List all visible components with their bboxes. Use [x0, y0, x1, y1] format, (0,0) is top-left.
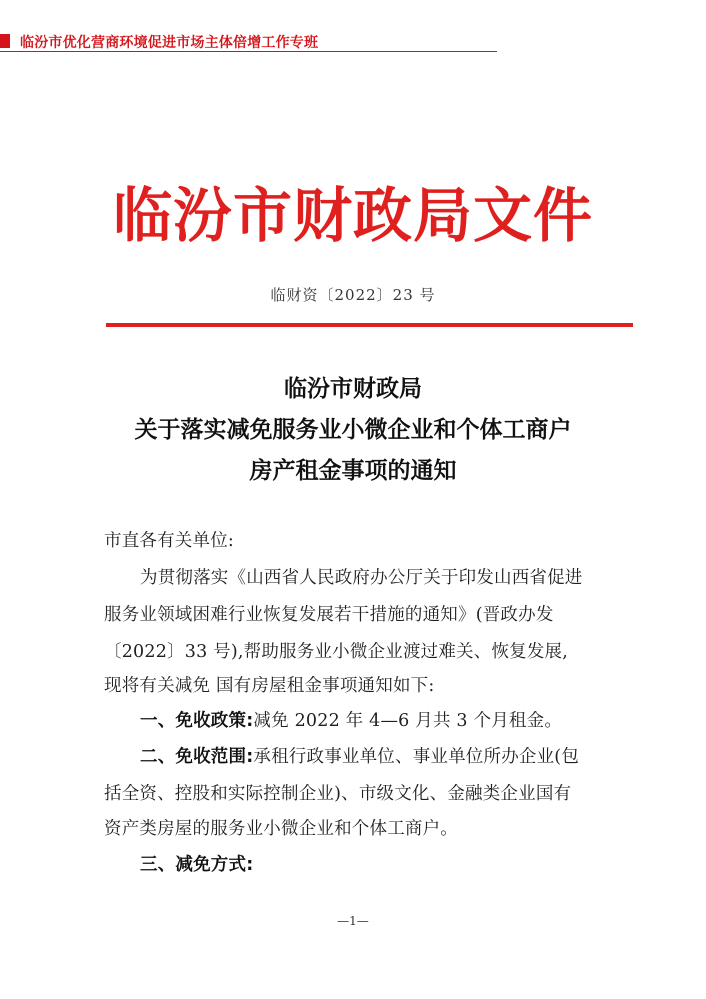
paragraph-line: 服务业领域困难行业恢复发展若干措施的通知》(晋政办发	[104, 605, 554, 625]
item-3	[140, 851, 253, 876]
salutation: 市直各有关单位:	[104, 531, 234, 551]
document-number: 临财资〔2022〕23 号	[270, 286, 436, 304]
issuer-title: 临汾市财政局文件	[112, 181, 593, 250]
header-rule	[0, 51, 497, 52]
item-2-continuation: 资产类房屋的服务业小微企业和个体工商户。	[104, 819, 458, 839]
paragraph-line: 为贯彻落实《山西省人民政府办公厅关于印发山西省促进	[140, 568, 583, 588]
item-2	[140, 743, 579, 768]
paragraph-line: 〔2022〕33 号),帮助服务业小微企业渡过难关、恢复发展,	[104, 642, 569, 662]
header-band-text: 临汾市优化营商环境促进市场主体倍增工作专班	[20, 35, 319, 51]
header-red-marker	[0, 34, 10, 48]
item-2-text: 承租行政事业单位、事业单位所办企业(包	[253, 747, 580, 767]
page-number: —1—	[337, 914, 369, 928]
heading-line-2: 关于落实减免服务业小微企业和个体工商户	[134, 416, 572, 443]
item-3-lead: 三、减免方式:	[140, 855, 254, 875]
heading-line-1: 临汾市财政局	[284, 375, 422, 402]
header-band	[0, 32, 500, 52]
title-separator-rule	[106, 323, 633, 327]
item-2-continuation: 括全资、控股和实际控制企业)、市级文化、金融类企业国有	[104, 784, 572, 804]
paragraph-line: 现将有关减免 国有房屋租金事项通知如下:	[104, 676, 435, 696]
heading-line-3: 房产租金事项的通知	[249, 457, 457, 484]
item-1	[140, 707, 562, 732]
item-2-lead: 二、免收范围:	[140, 747, 254, 767]
item-1-lead: 一、免收政策:	[140, 711, 254, 731]
item-1-text: 减免 2022 年 4—6 月共 3 个月租金。	[253, 711, 563, 731]
